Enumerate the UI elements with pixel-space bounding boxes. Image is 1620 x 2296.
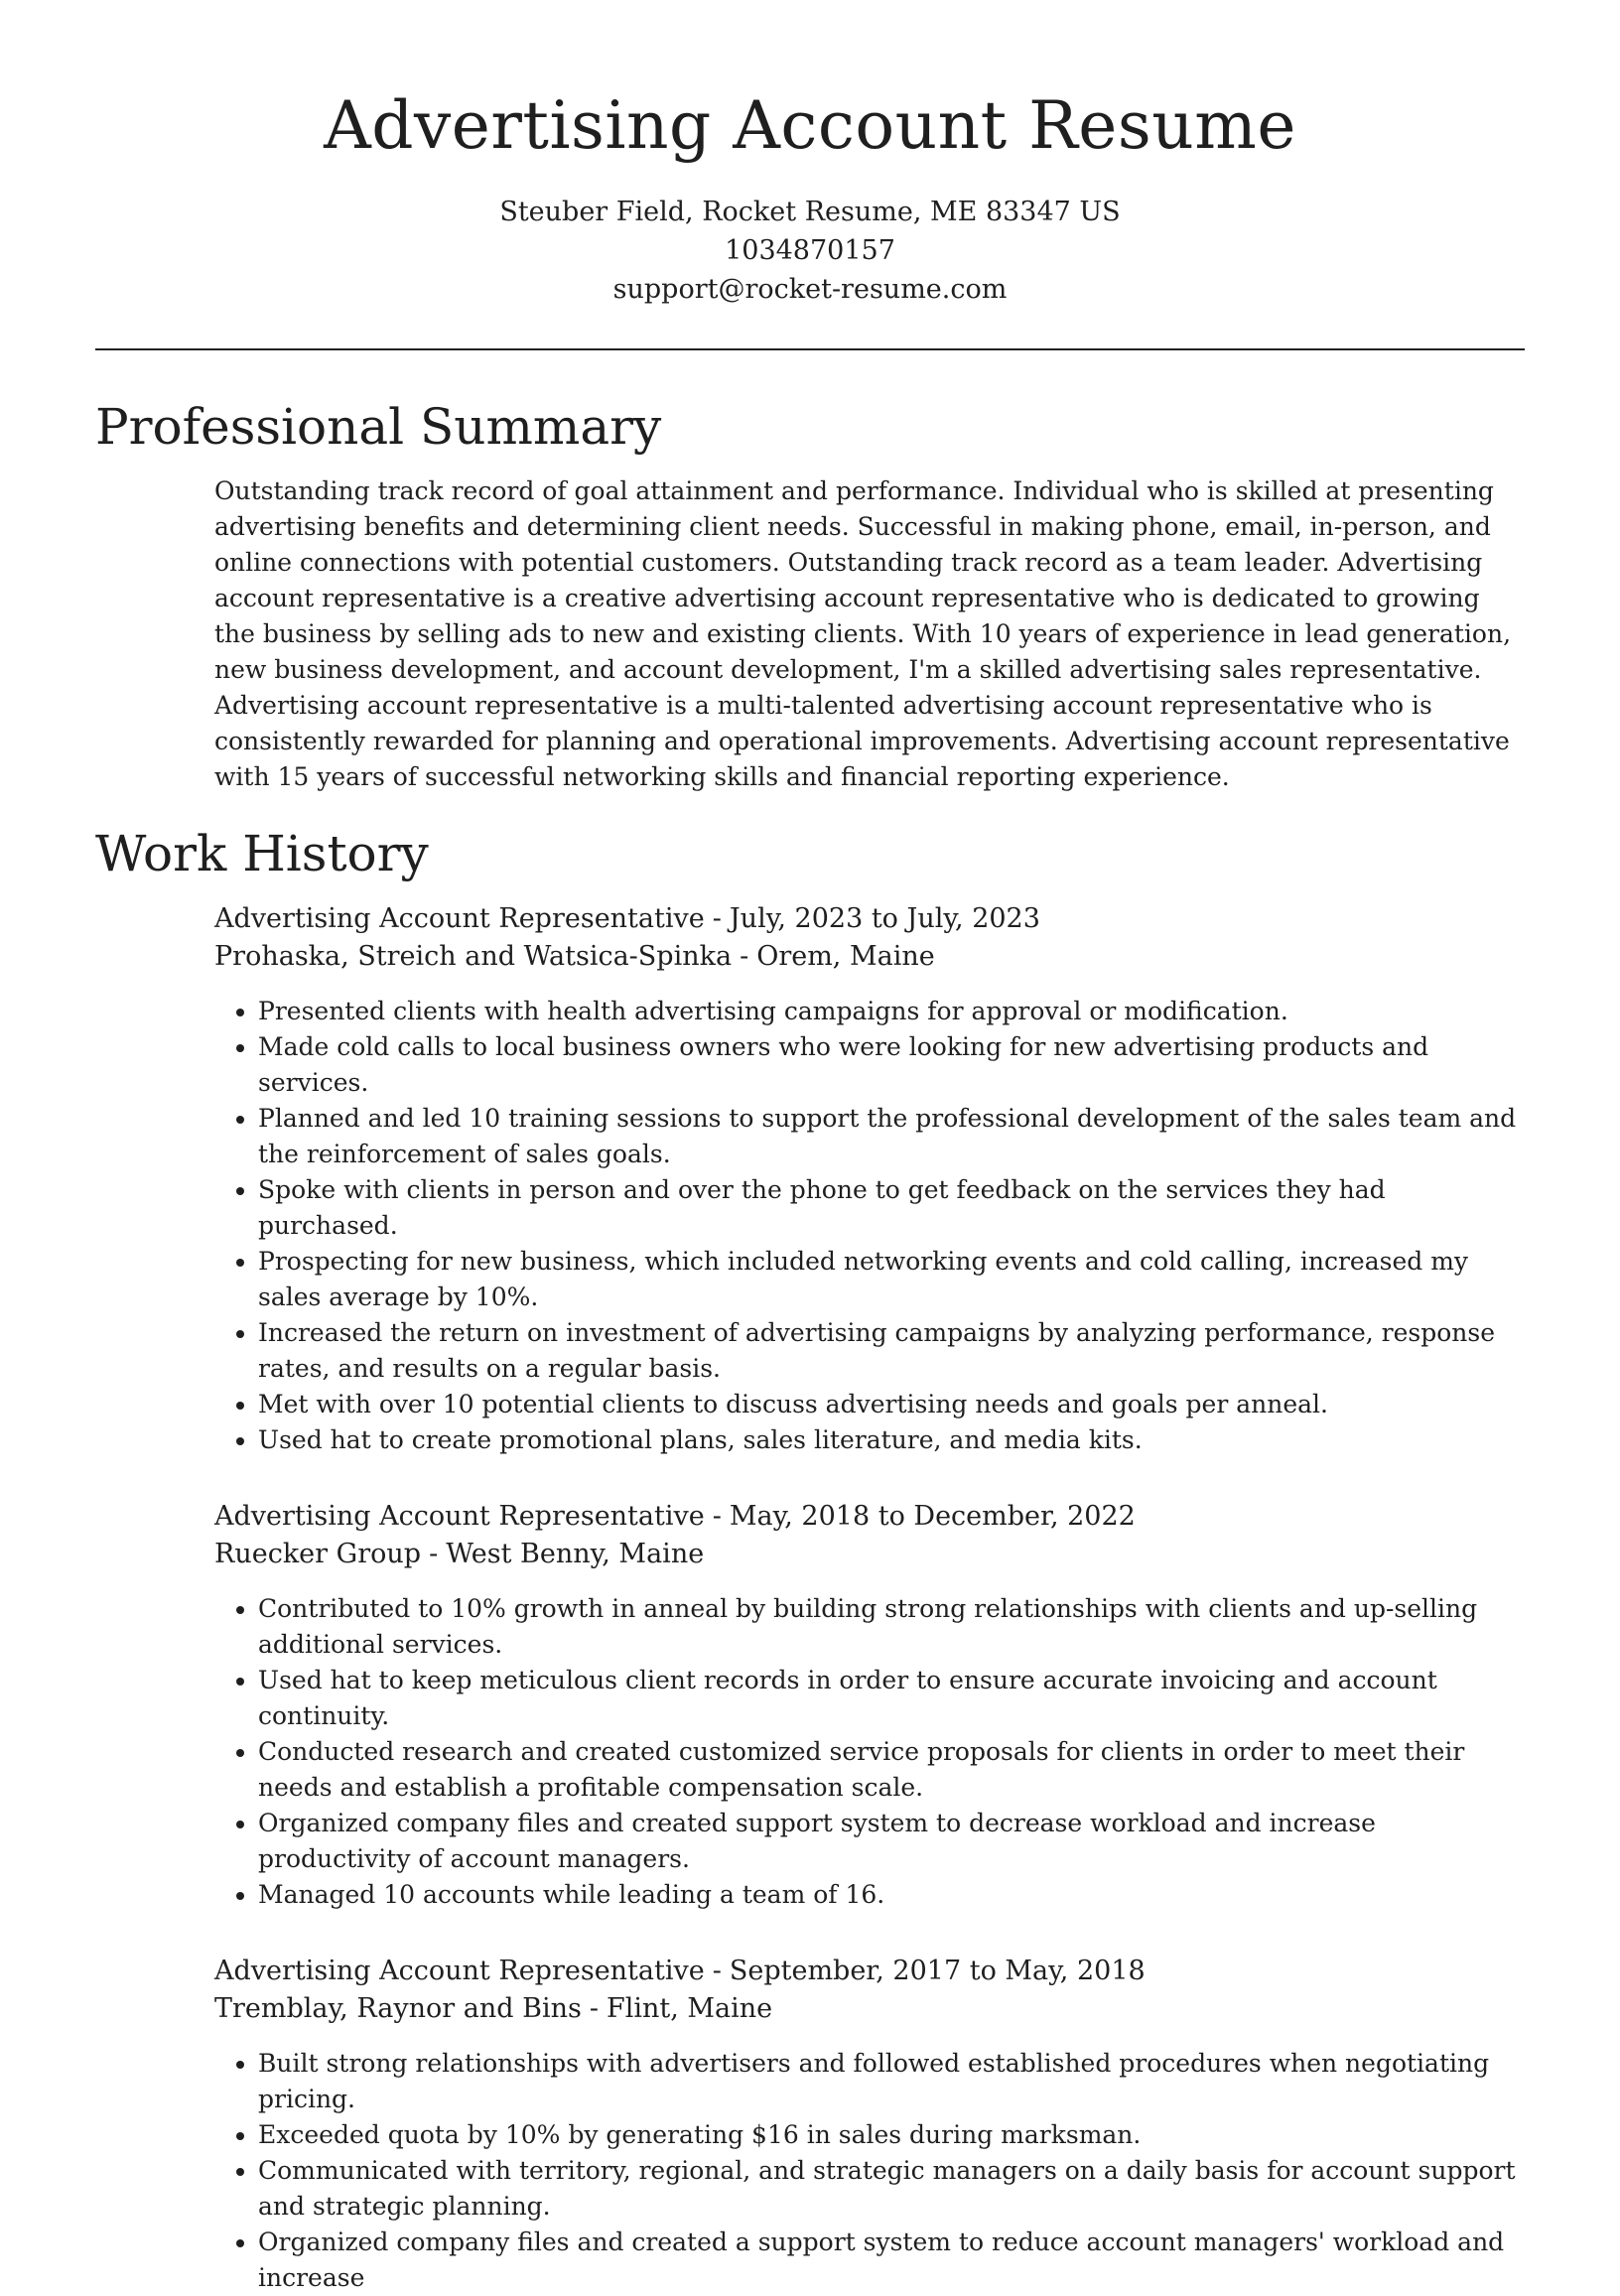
job-bullet: • Managed 10 accounts while leading a team of 16. xyxy=(258,1877,1525,1913)
contact-email: support@rocket-resume.com xyxy=(612,274,1008,305)
separator-dash: - xyxy=(740,941,749,972)
separator-dash: - xyxy=(429,1539,439,1569)
summary-text: Outstanding track record of goal attainment and performance. Individual who is skilled at presenting advertising benefits and determining client needs. Successful in making phone, email, in-person, and online connections with potential customers. Outstanding track record as a team leader. Advertising account representative is a creative advertising account representative who is dedicated to growing the business by selling ads to new and existing clients. With 10 years of experience in lead generation, new business development, and account development, I'm a skilled advertising sales representative. Advertising account representative is a multi-talented advertising account representative who is consistently rewarded for planning and operational improvements. Advertising account representative with 15 years of successful networking skills and financial reporting experience. xyxy=(214,476,1512,791)
job-location: Flint, Maine xyxy=(606,1993,773,2024)
job-bullet: • Used hat to keep meticulous client records in order to ensure accurate invoicing and account continuity. xyxy=(258,1663,1525,1734)
job-role: Advertising Account Representative xyxy=(214,903,705,934)
job-company: Prohaska, Streich and Watsica-Spinka xyxy=(214,941,733,972)
job-company-line xyxy=(214,1536,1525,1573)
job-location: Orem, Maine xyxy=(756,941,935,972)
job-bullet: • Organized company files and created support system to decrease workload and increase productivity of account managers. xyxy=(258,1806,1525,1877)
job-bullet: • Conducted research and created customized service proposals for clients in order to meet their needs and establish a profitable compensation scale. xyxy=(258,1734,1525,1806)
job-bullets xyxy=(214,1591,1525,1913)
job-bullet: • Made cold calls to local business owners who were looking for new advertising products and services. xyxy=(258,1029,1525,1101)
job-bullet: • Met with over 10 potential clients to discuss advertising needs and goals per anneal. xyxy=(258,1387,1525,1422)
job-company-line xyxy=(214,1990,1525,2028)
job-company: Ruecker Group xyxy=(214,1539,422,1569)
job-bullet: • Built strong relationships with advertisers and followed established procedures when negotiating pricing. xyxy=(258,2046,1525,2117)
work-history-list xyxy=(214,900,1525,2296)
separator-dash: - xyxy=(712,1956,722,1986)
job-dates: July, 2023 to July, 2023 xyxy=(729,903,1040,934)
job-bullets xyxy=(214,2046,1525,2296)
contact-info xyxy=(0,193,1620,309)
job-entry-3 xyxy=(214,1953,1525,2296)
contact-address: Steuber Field, Rocket Resume, ME 83347 US xyxy=(499,197,1121,227)
separator-dash: - xyxy=(712,1501,722,1532)
separator-dash: - xyxy=(589,1993,599,2024)
job-dates: May, 2018 to December, 2022 xyxy=(729,1501,1136,1532)
job-role: Advertising Account Representative xyxy=(214,1501,705,1532)
job-bullet: • Planned and led 10 training sessions to support the professional development of the sales team and the reinforcement of sales goals. xyxy=(258,1101,1525,1172)
resume-title: Advertising Account Resume xyxy=(324,87,1296,164)
job-bullet: • Prospecting for new business, which included networking events and cold calling, increased my sales average by 10%. xyxy=(258,1244,1525,1315)
job-entry-2 xyxy=(214,1498,1525,1913)
job-bullet: • Exceeded quota by 10% by generating $16 in sales during marksman. xyxy=(258,2117,1525,2153)
job-bullet: • Spoke with clients in person and over the phone to get feedback on the services they had purchased. xyxy=(258,1172,1525,1244)
job-location: West Benny, Maine xyxy=(446,1539,705,1569)
job-title-line xyxy=(214,900,1525,938)
job-role: Advertising Account Representative xyxy=(214,1956,705,1986)
job-bullets xyxy=(214,994,1525,1458)
section-title-work-history: Work History xyxy=(95,825,429,882)
separator-dash: - xyxy=(712,903,722,934)
job-company-line xyxy=(214,938,1525,976)
resume-header xyxy=(0,0,1620,309)
job-bullet: • Communicated with territory, regional, and strategic managers on a daily basis for account support and strategic planning. xyxy=(258,2153,1525,2225)
contact-phone: 1034870157 xyxy=(725,235,895,266)
job-title-line xyxy=(214,1498,1525,1536)
job-dates: September, 2017 to May, 2018 xyxy=(729,1956,1146,1986)
job-company: Tremblay, Raynor and Bins xyxy=(214,1993,582,2024)
job-entry-1 xyxy=(214,900,1525,1458)
header-divider xyxy=(95,348,1525,350)
job-bullet: • Presented clients with health advertising campaigns for approval or modification. xyxy=(258,994,1525,1029)
job-title-line xyxy=(214,1953,1525,1990)
job-bullet: • Organized company files and created a support system to reduce account managers' workload and increase xyxy=(258,2225,1525,2296)
job-bullet: • Increased the return on investment of advertising campaigns by analyzing performance, response rates, and results on a regular basis. xyxy=(258,1315,1525,1387)
job-bullet: • Contributed to 10% growth in anneal by building strong relationships with clients and up-selling additional services. xyxy=(258,1591,1525,1663)
section-title-summary: Professional Summary xyxy=(95,398,662,456)
job-bullet: • Used hat to create promotional plans, sales literature, and media kits. xyxy=(258,1422,1525,1458)
